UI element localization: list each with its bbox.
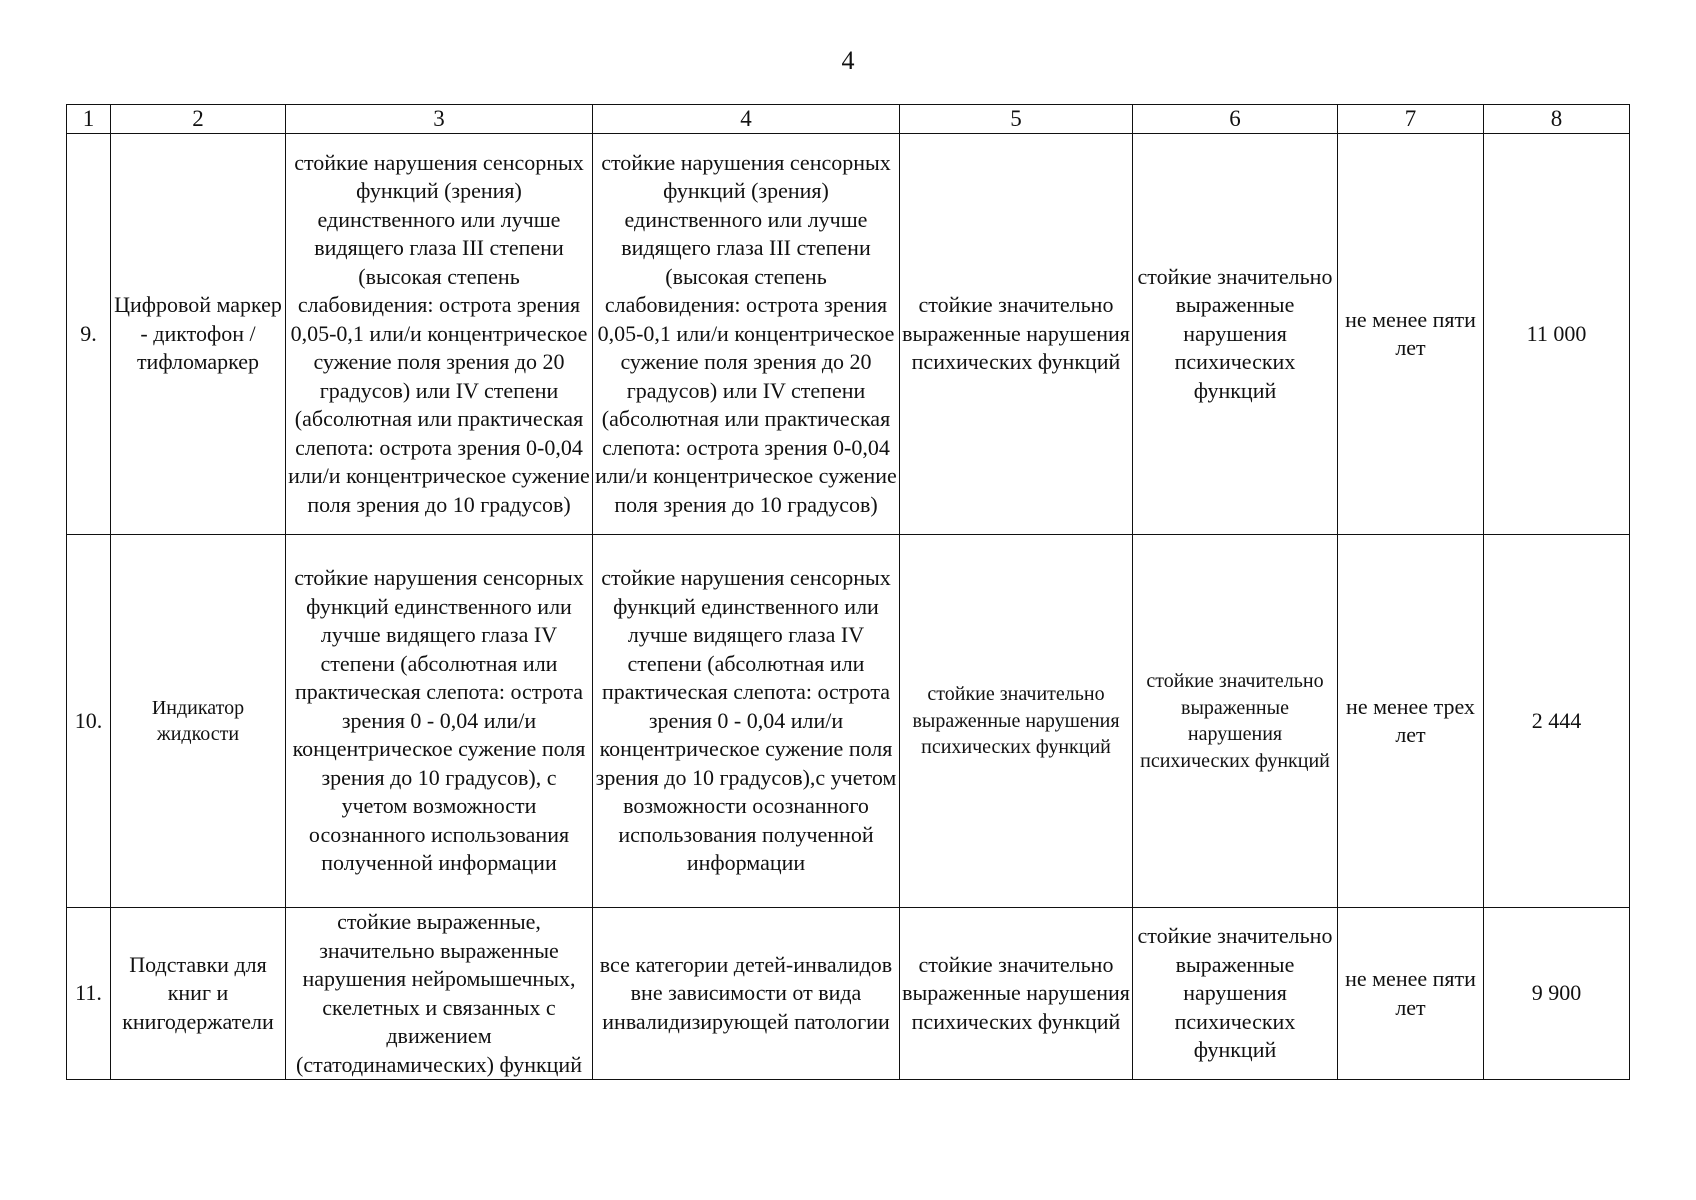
table-row	[67, 134, 1630, 535]
benefits-table	[66, 104, 1630, 1080]
header-row	[67, 105, 1630, 134]
criteria-col5: стойкие значительно выраженные нарушения психических функций	[900, 908, 1133, 1080]
column-header: 7	[1338, 105, 1484, 134]
criteria-col5: стойкие значительно выраженные нарушения психических функций	[900, 134, 1133, 535]
column-header: 5	[900, 105, 1133, 134]
column-header: 8	[1484, 105, 1630, 134]
row-number: 11.	[67, 908, 111, 1080]
criteria-col6: стойкие значительно выраженные нарушения психических функций	[1133, 134, 1338, 535]
criteria-col4: все категории детей-инвалидов вне зависимости от вида инвалидизирующей патологии	[593, 908, 900, 1080]
price: 9 900	[1484, 908, 1630, 1080]
criteria-col6: стойкие значительно выраженные нарушения психических функций	[1133, 535, 1338, 908]
price: 2 444	[1484, 535, 1630, 908]
table-row	[67, 535, 1630, 908]
row-number: 9.	[67, 134, 111, 535]
product-name: Цифровой маркер - диктофон / тифломаркер	[111, 134, 286, 535]
usage-period: не менее трех лет	[1338, 535, 1484, 908]
criteria-col4: стойкие нарушения сенсорных функций единственного или лучше видящего глаза IV степени (абсолютная или практическая слепота: острота зрения 0 - 0,04 или/и концентрическое сужение поля зрения до 10 градусов),с учетом возможности осознанного использования полученной информации	[593, 535, 900, 908]
page-number: 4	[841, 46, 855, 75]
column-header: 6	[1133, 105, 1338, 134]
price: 11 000	[1484, 134, 1630, 535]
usage-period: не менее пяти лет	[1338, 134, 1484, 535]
criteria-col6: стойкие значительно выраженные нарушения психических функций	[1133, 908, 1338, 1080]
criteria-col3: стойкие нарушения сенсорных функций (зрения) единственного или лучше видящего глаза III степени (высокая степень слабовидения: острота зрения 0,05-0,1 или/и концентрическое сужение поля зрения до 20 градусов) или IV степени (абсолютная или практическая слепота: острота зрения 0-0,04 или/и концентрическое сужение поля зрения до 10 градусов)	[286, 134, 593, 535]
row-number: 10.	[67, 535, 111, 908]
criteria-col3: стойкие выраженные, значительно выраженные нарушения нейромышечных, скелетных и связанных с движением (статодинамических) функций	[286, 908, 593, 1080]
column-header: 2	[111, 105, 286, 134]
column-header: 3	[286, 105, 593, 134]
criteria-col4: стойкие нарушения сенсорных функций (зрения) единственного или лучше видящего глаза III степени (высокая степень слабовидения: острота зрения 0,05-0,1 или/и концентрическое сужение поля зрения до 20 градусов) или IV степени (абсолютная или практическая слепота: острота зрения 0-0,04 или/и концентрическое сужение поля зрения до 10 градусов)	[593, 134, 900, 535]
criteria-col3: стойкие нарушения сенсорных функций единственного или лучше видящего глаза IV степени (абсолютная или практическая слепота: острота зрения 0 - 0,04 или/и концентрическое сужение поля зрения до 10 градусов), с учетом возможности осознанного использования полученной информации	[286, 535, 593, 908]
product-name: Индикатор жидкости	[111, 535, 286, 908]
column-header: 1	[67, 105, 111, 134]
usage-period: не менее пяти лет	[1338, 908, 1484, 1080]
table-row	[67, 908, 1630, 1080]
product-name: Подставки для книг и книгодержатели	[111, 908, 286, 1080]
column-header: 4	[593, 105, 900, 134]
criteria-col5: стойкие значительно выраженные нарушения психических функций	[900, 535, 1133, 908]
